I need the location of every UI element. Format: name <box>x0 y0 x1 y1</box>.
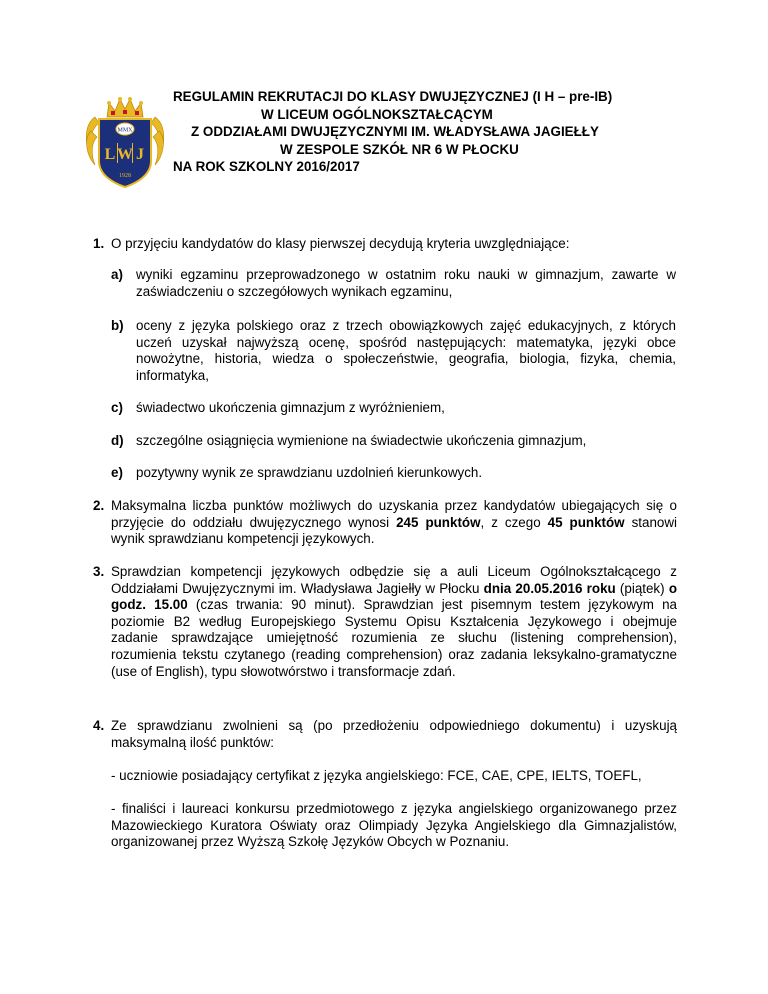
exemption-competition: - finaliści i laureaci konkursu przedmiotowego z języka angielskiego organizowanego przez Mazowieckiego Kuratora Oświaty oraz Olimpiady Języka Angielskiego dla Gimnazjalistów, organizowanej przez Wyższą Szkołę Języków Obcych w Poznaniu. <box>111 801 677 850</box>
item-b-label: b) <box>111 318 124 333</box>
item-a-label: a) <box>111 267 123 282</box>
crest-top-text: MMX <box>117 127 133 134</box>
item-e-text: pozytywny wynik ze sprawdzianu uzdolnień kierunkowych. <box>136 465 483 480</box>
crest-letter-j: J <box>136 146 144 163</box>
total-points: 245 punktów <box>396 514 481 530</box>
section-4-number: 4. <box>93 718 105 733</box>
section-3-text <box>111 564 677 680</box>
item-b-text: oceny z języka polskiego oraz z trzech obowiązkowych zajęć edukacyjnych, z których uczeń uzyskał najwyższą ocenę, spośród następujących: matematyka, języki obce nowożytne, historia, wiedza o społeczeństwie, geografia, biologia, fizyka, chemia, informatyka, <box>136 318 676 383</box>
school-crest-logo <box>81 95 169 189</box>
exam-date: dnia 20.05.2016 roku <box>483 580 616 596</box>
crest-letter-l: L <box>104 146 116 163</box>
section-2-part-2: , z czego <box>480 514 548 530</box>
title-line-3: Z ODDZIAŁAMI DWUJĘZYCZNYMI IM. WŁADYSŁAWA JAGIEŁŁY <box>191 124 599 140</box>
crest-letter-w: W <box>117 146 133 163</box>
item-a-text: wyniki egzaminu przeprowadzonego w ostatnim roku nauki w gimnazjum, zawarte w zaświadczeniu o szczegółowych wynikach egzaminu, <box>136 267 676 299</box>
item-d-text: szczególne osiągnięcia wymienione na świadectwie ukończenia gimnazjum, <box>136 433 587 448</box>
section-4-text: Ze sprawdzianu zwolnieni są (po przedłożeniu odpowiedniego dokumentu) i uzyskują maksymalną ilość punktów: <box>111 718 677 750</box>
section-3-part-1: Sprawdzian kompetencji językowych odbędzie się a auli Liceum Ogólnokształcącego z Oddziałami Dwujęzycznymi im. Władysława Jagiełły w Płocku <box>111 564 677 596</box>
section-2-number: 2. <box>93 498 105 513</box>
section-2-text <box>111 498 677 548</box>
exemption-certificates: - uczniowie posiadający certyfikat z języka angielskiego: FCE, CAE, CPE, IELTS, TOEFL, <box>111 768 642 783</box>
crest-bottom-text: 1928 <box>119 173 131 179</box>
section-1-number: 1. <box>93 236 105 251</box>
section-1-text: O przyjęciu kandydatów do klasy pierwszej decydują kryteria uwzględniające: <box>111 236 570 251</box>
item-c-text: świadectwo ukończenia gimnazjum z wyróżnieniem, <box>136 400 445 415</box>
item-c-label: c) <box>111 400 123 415</box>
section-3-part-3: (czas trwania: 90 minut). Sprawdzian jest pisemnym testem językowym na poziomie B2 według Europejskiego Systemu Opisu Kształcenia Językowego i obejmuje zadanie sprawdzające umiejętność rozumienia ze słuchu (listening comprehension), rozumienia tekstu czytanego (reading comprehension) oraz zadania leksykalno-gramatyczne (use of English), typu słowotwórstwo i transformacje zdań. <box>111 597 677 679</box>
title-line-1: REGULAMIN REKRUTACJI DO KLASY DWUJĘZYCZNEJ (I H – pre-IB) <box>173 89 613 104</box>
item-d-label: d) <box>111 433 124 448</box>
section-3-number: 3. <box>93 564 105 579</box>
title-line-5: NA ROK SZKOLNY 2016/2017 <box>173 159 360 175</box>
section-2-part-1: Maksymalna liczba punktów możliwych do uzyskania przez kandydatów ubiegających się o przyjęcie do oddziału dwujęzycznego wynosi <box>111 498 677 530</box>
language-points: 45 punktów <box>547 514 625 530</box>
document-title <box>170 88 650 176</box>
exam-time: o godz. 15.00 <box>111 580 678 613</box>
title-line-2: W LICEUM OGÓLNOKSZTAŁCĄCYM <box>261 106 493 122</box>
title-line-4: W ZESPOLE SZKÓŁ NR 6 W PŁOCKU <box>280 141 519 157</box>
item-e-label: e) <box>111 465 123 480</box>
section-2-part-3: stanowi wynik sprawdzianu kompetencji językowych. <box>111 514 677 547</box>
section-3-part-2: (piątek) <box>615 580 669 596</box>
